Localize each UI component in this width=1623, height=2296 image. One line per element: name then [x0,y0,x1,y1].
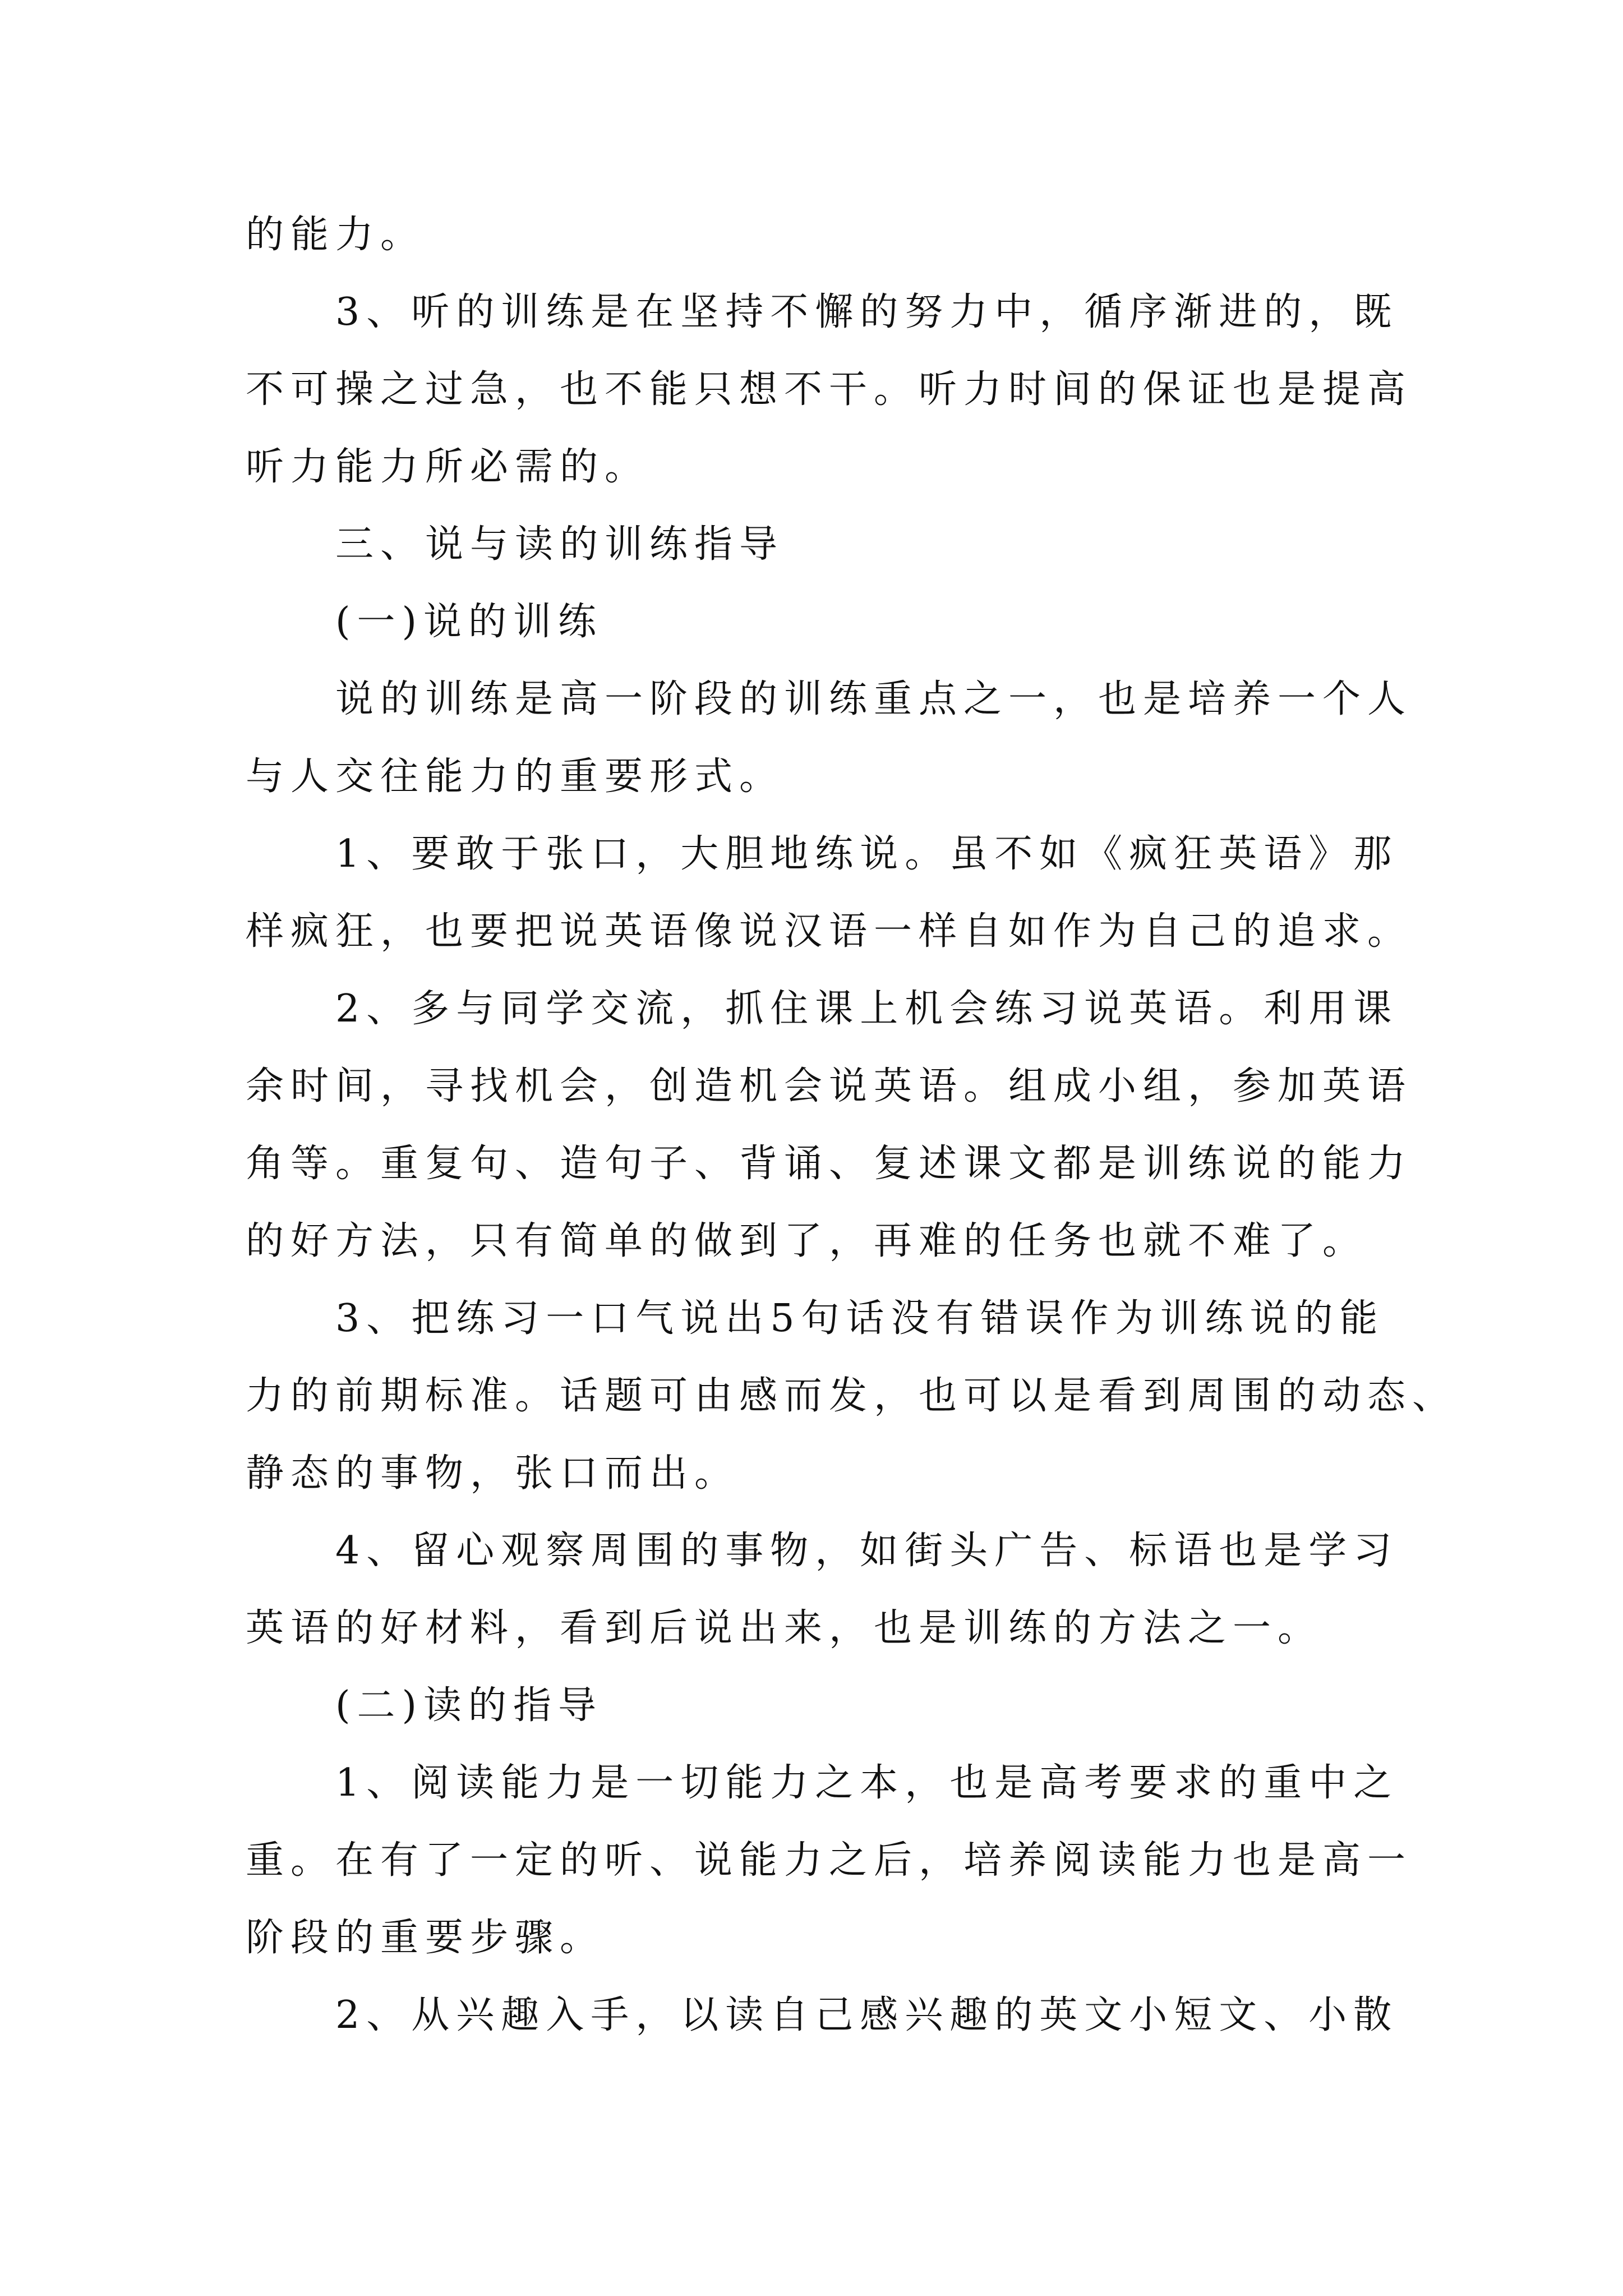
text-line: 样疯狂，也要把说英语像说汉语一样自如作为自己的追求。 [246,909,1413,954]
section-heading: 三、说与读的训练指导 [335,522,785,567]
subsection-heading: (二)读的指导 [335,1683,603,1728]
text-line: 静态的事物，张口而出。 [246,1451,740,1496]
text-line: 说的训练是高一阶段的训练重点之一，也是培养一个人 [335,677,1413,721]
text-line: 角等。重复句、造句子、背诵、复述课文都是训练说的能力 [246,1142,1413,1186]
text-line: 力的前期标准。话题可由感而发，也可以是看到周围的动态、 [246,1374,1458,1418]
text-line: 英语的好材料，看到后说出来，也是训练的方法之一。 [246,1606,1323,1650]
text-line: 1、阅读能力是一切能力之本，也是高考要求的重中之 [335,1761,1399,1805]
text-line: 不可操之过急，也不能只想不干。听力时间的保证也是提高 [246,367,1413,412]
subsection-heading: (一)说的训练 [335,600,603,644]
text-line: 的好方法，只有简单的做到了，再难的任务也就不难了。 [246,1219,1368,1263]
text-line: 重。在有了一定的听、说能力之后，培养阅读能力也是高一 [246,1838,1413,1883]
text-line: 余时间，寻找机会，创造机会说英语。组成小组，参加英语 [246,1064,1413,1108]
text-line: 1、要敢于张口，大胆地练说。虽不如《疯狂英语》那 [335,832,1399,876]
text-line: 3、听的训练是在坚持不懈的努力中，循序渐进的，既 [335,290,1399,334]
text-line: 与人交往能力的重要形式。 [246,754,785,799]
text-line: 3、把练习一口气说出5句话没有错误作为训练说的能 [335,1296,1385,1341]
text-line: 2、多与同学交流，抓住课上机会练习说英语。利用课 [335,987,1399,1031]
text-line: 2、从兴趣入手，以读自己感兴趣的英文小短文、小散 [335,1993,1399,2037]
text-line: 阶段的重要步骤。 [246,1916,605,1960]
text-line: 4、留心观察周围的事物，如街头广告、标语也是学习 [335,1529,1399,1573]
text-line: 听力能力所必需的。 [246,445,650,489]
text-line: 的能力。 [246,213,426,257]
